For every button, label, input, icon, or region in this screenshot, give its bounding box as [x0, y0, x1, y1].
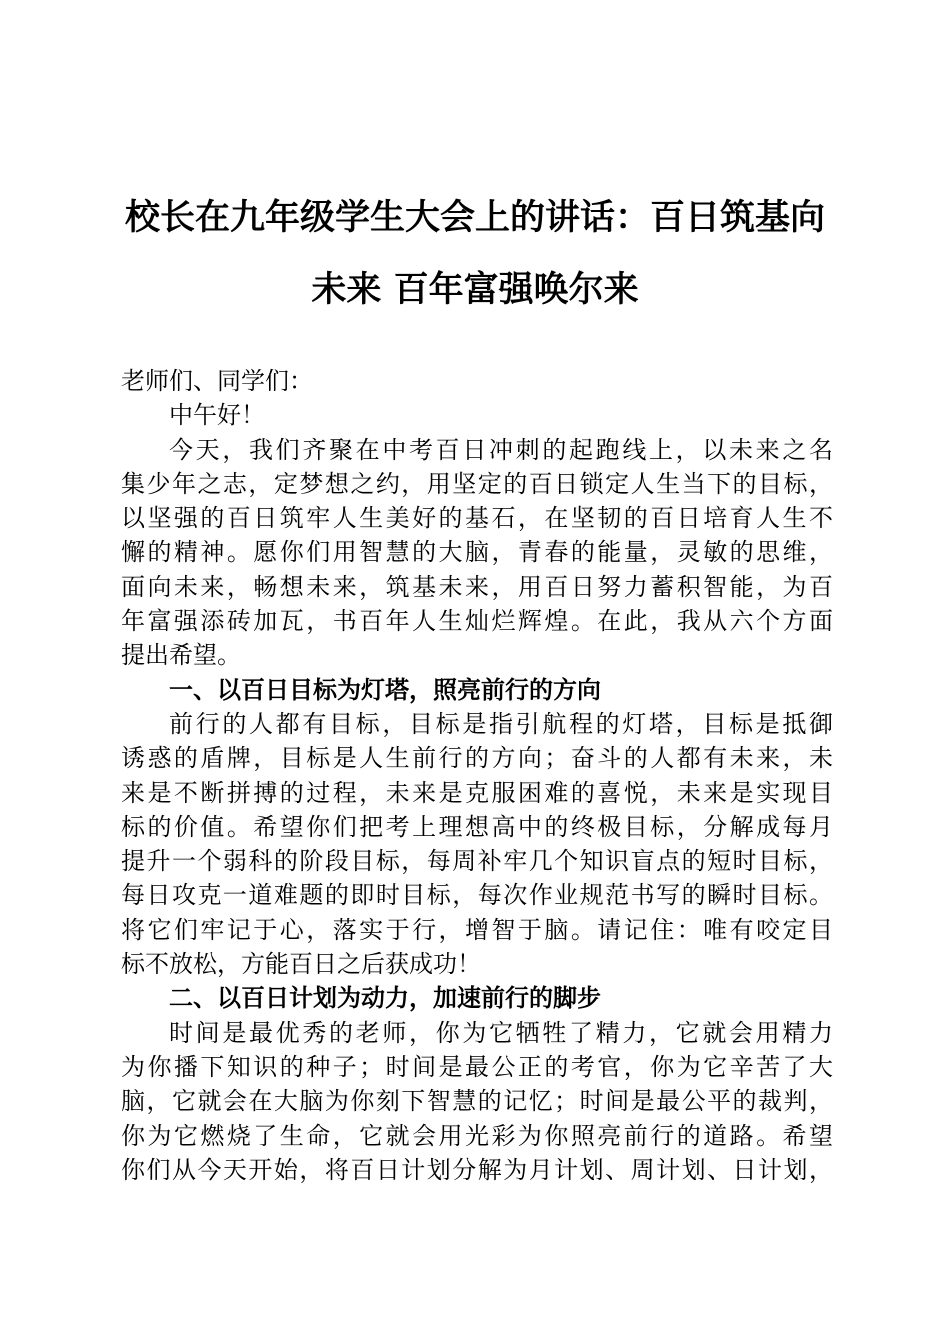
paragraph-line: 提升一个弱科的阶段目标，每周补牢几个知识盲点的短时目标，: [121, 847, 833, 876]
paragraph-line: 懈的精神。愿你们用智慧的大脑，青春的能量，灵敏的思维，: [121, 538, 833, 567]
paragraph-line: 以坚强的百日筑牢人生美好的基石，在坚韧的百日培育人生不: [121, 504, 833, 533]
paragraph-line: 脑，它就会在大脑为你刻下智慧的记忆；时间是最公平的裁判，: [121, 1087, 833, 1116]
paragraph-line: 面向未来，畅想未来，筑基未来，用百日努力蓄积智能，为百: [121, 572, 833, 601]
document-title-line-2: 未来 百年富强唤尔来: [311, 269, 639, 310]
paragraph-line: 今天，我们齐聚在中考百日冲刺的起跑线上，以未来之名: [169, 435, 833, 464]
paragraph-line: 时间是最优秀的老师，你为它牺牲了精力，它就会用精力: [169, 1018, 833, 1047]
paragraph-line: 你们从今天开始，将百日计划分解为月计划、周计划、日计划，: [121, 1155, 833, 1184]
paragraph-line: 每日攻克一道难题的即时目标，每次作业规范书写的瞬时目标。: [121, 881, 833, 910]
document-title-line-1: 校长在九年级学生大会上的讲话：百日筑基向: [124, 197, 825, 238]
document-body: [121, 364, 833, 1187]
paragraph-line: 标不放松，方能百日之后获成功！: [121, 950, 481, 979]
greeting: 中午好！: [169, 401, 265, 430]
paragraph-line: 来是不断拼搏的过程，未来是克服困难的喜悦，未来是实现目: [121, 778, 833, 807]
paragraph-line: 年富强添砖加瓦，书百年人生灿烂辉煌。在此，我从六个方面: [121, 607, 833, 636]
section-heading-2: 二、以百日计划为动力，加速前行的脚步: [169, 984, 601, 1013]
paragraph-line: 你为它燃烧了生命，它就会用光彩为你照亮前行的道路。希望: [121, 1121, 833, 1150]
paragraph-line: 提出希望。: [121, 641, 241, 670]
paragraph-line: 诱惑的盾牌，目标是人生前行的方向；奋斗的人都有未来，未: [121, 744, 833, 773]
paragraph-line: 将它们牢记于心，落实于行，增智于脑。请记住：唯有咬定目: [121, 915, 833, 944]
paragraph-line: 标的价值。希望你们把考上理想高中的终极目标，分解成每月: [121, 812, 833, 841]
section-heading-1: 一、以百日目标为灯塔，照亮前行的方向: [169, 675, 601, 704]
paragraph-line: 集少年之志，定梦想之约，用坚定的百日锁定人生当下的目标，: [121, 469, 833, 498]
paragraph-line: 前行的人都有目标，目标是指引航程的灯塔，目标是抵御: [169, 709, 833, 738]
salutation: 老师们、同学们：: [121, 367, 313, 395]
paragraph-line: 为你播下知识的种子；时间是最公正的考官，你为它辛苦了大: [121, 1052, 833, 1081]
